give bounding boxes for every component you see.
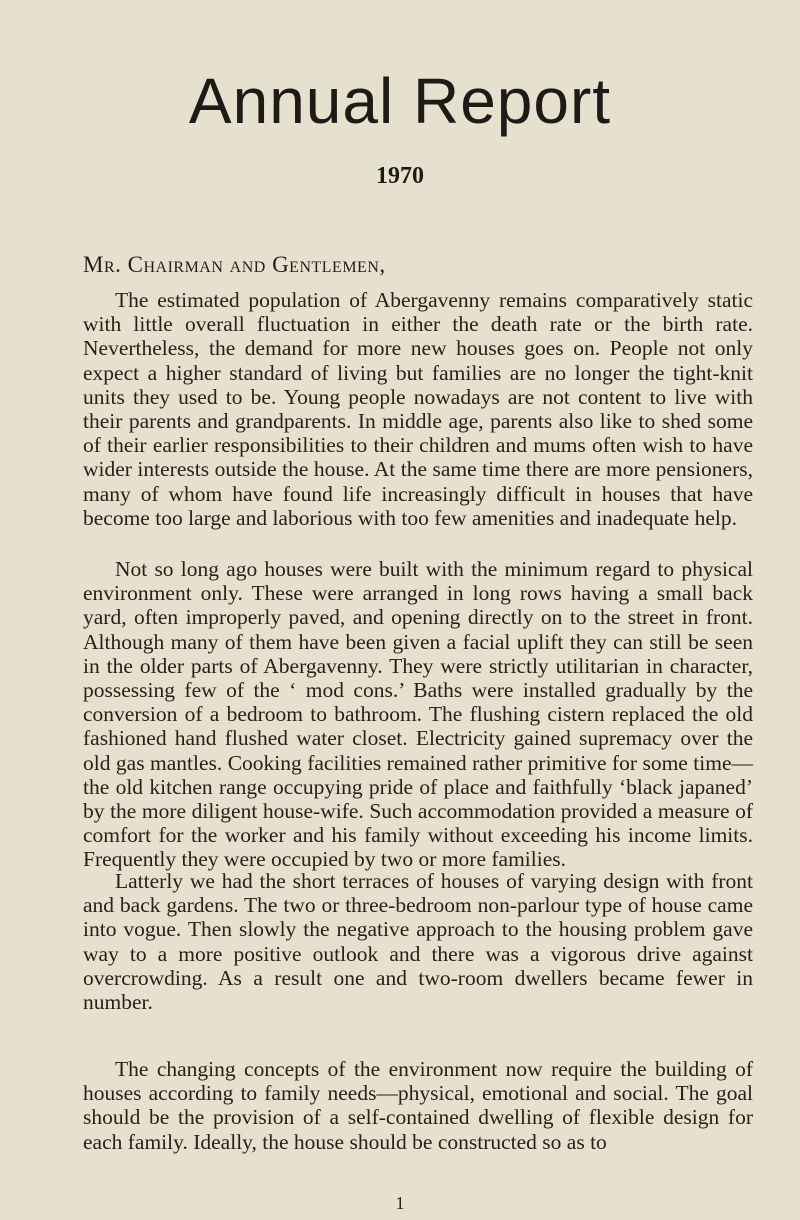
paragraph: Latterly we had the short terraces of houses of varying design with front and back gardens. The two or three-bedroom non-parlour type of house came into vogue. Then slowly the negative approach to the housing problem gave way to a more positive outlook and there was a vigorous drive against overcrowding. As a result one and two-room dwellers became fewer in number. (83, 869, 753, 1015)
paragraph: Not so long ago houses were built with the minimum regard to physical environment only. These were arranged in long rows having a small back yard, often improperly paved, and opening directly on to the street in front. Although many of them have been given a facial uplift they can still be seen in the older parts of Abergavenny. They were strictly utilitarian in character, possessing few of the ‘ mod cons.’ Baths were installed gradually by the conversion of a bedroom to bathroom. The flushing cistern replaced the old fashioned hand flushed water closet. Electricity gained supremacy over the old gas mantles. Cooking facilities remained rather primitive for some time—the old kitchen range occupying pride of place and faithfully ‘black japaned’ by the more diligent house-wife. Such accommodation provided a measure of comfort for the worker and his family without exceeding his income limits. Frequently they were occupied by two or more families. (83, 557, 753, 872)
paragraph: The estimated population of Abergavenny remains comparatively static with little overall fluctuation in either the death rate or the birth rate. Nevertheless, the demand for more new houses goes on. People not only expect a higher standard of living but families are no longer the tight-knit units they used to be. Young people nowadays are not content to live with their parents and grandparents. In middle age, parents also like to shed some of their earlier responsibilities to their children and mums often wish to have wider interests outside the house. At the same time there are more pensioners, many of whom have found life increasingly difficult in houses that have become too large and laborious with too few amenities and inadequate help. (83, 288, 753, 530)
report-year: 1970 (376, 163, 424, 189)
report-title: Annual Report (188, 65, 612, 137)
salutation: Mr. Chairman and Gentlemen, (83, 252, 386, 277)
page-number: 1 (395, 1193, 405, 1213)
paragraph: The changing concepts of the environment now require the building of houses according to family needs—physical, emotional and social. The goal should be the provision of a self-contained dwelling of flexible design for each family. Ideally, the house should be constructed so as to (83, 1057, 753, 1154)
